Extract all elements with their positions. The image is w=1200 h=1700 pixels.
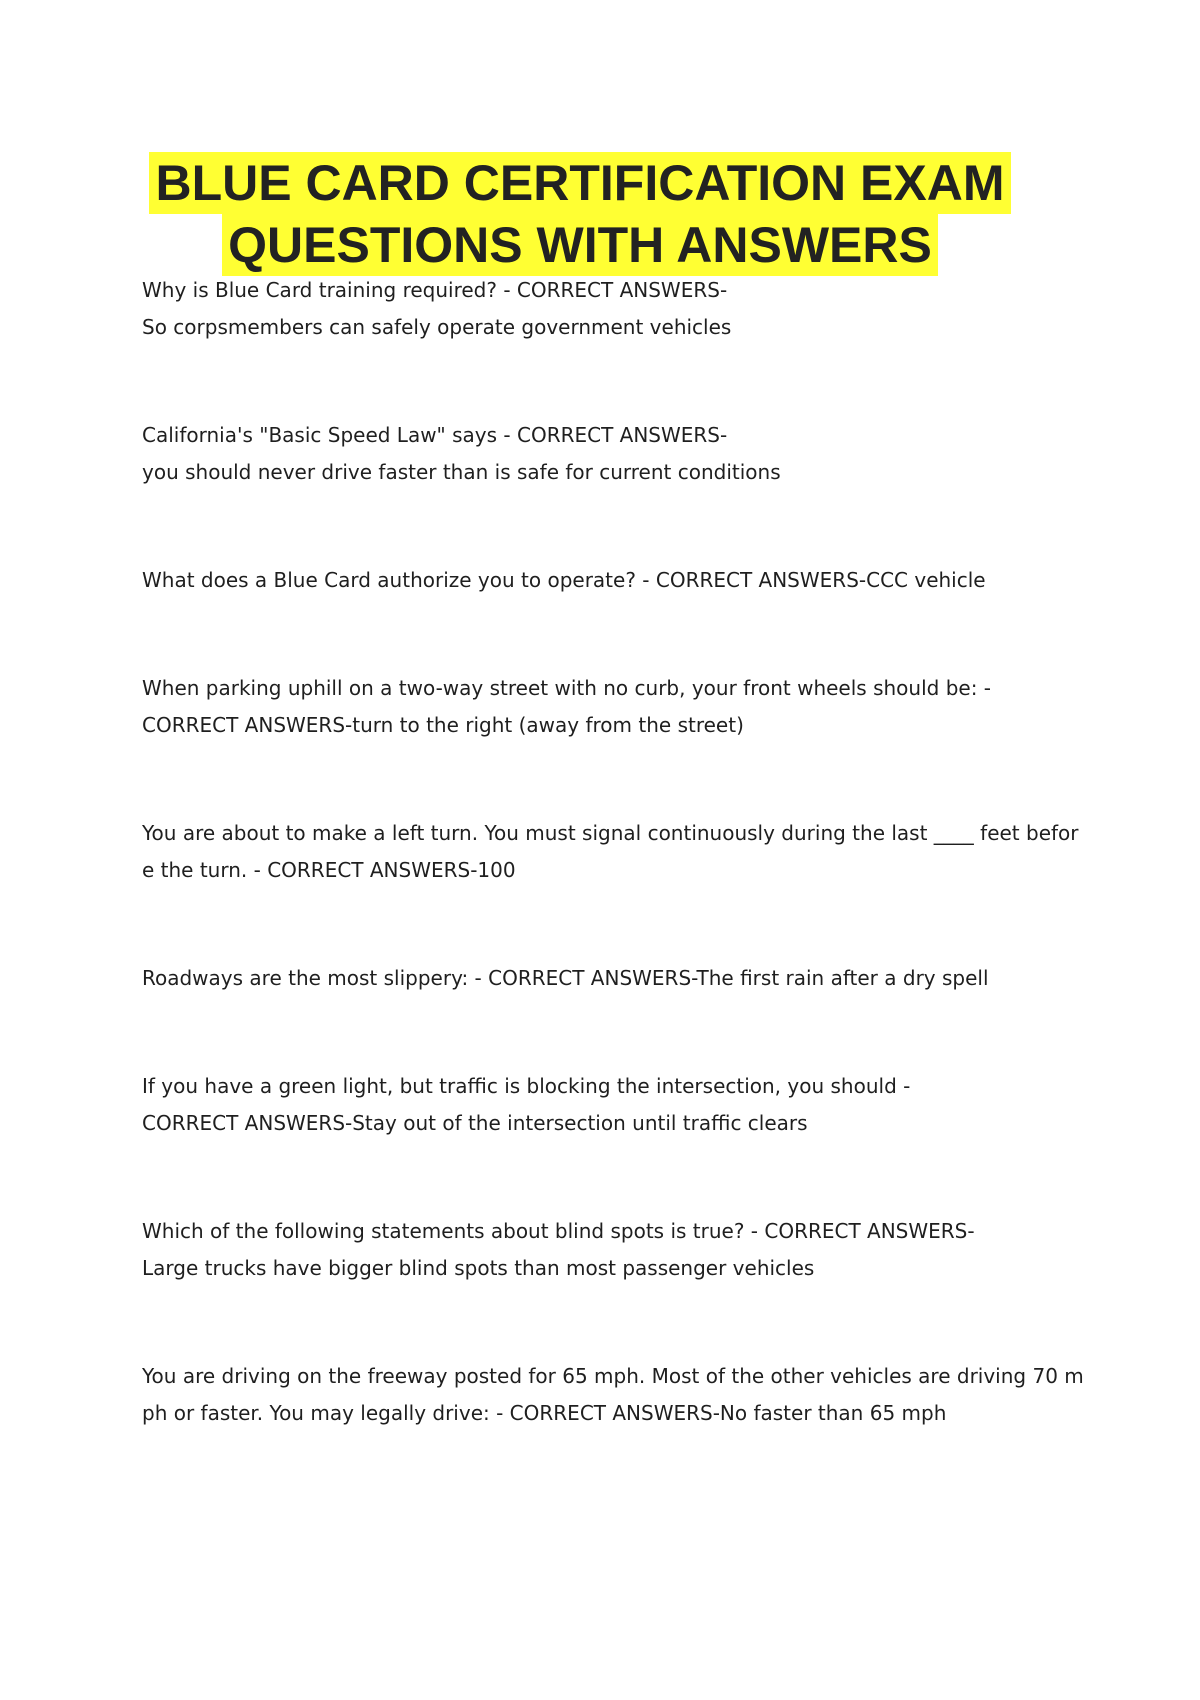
- qa-list: [142, 272, 1084, 1503]
- qa-line: ph or faster. You may legally drive: - CORRECT ANSWERS-No faster than 65 mph: [142, 1401, 947, 1425]
- qa-line: You are driving on the freeway posted for 65 mph. Most of the other vehicles are driving 70 m: [142, 1364, 1084, 1388]
- qa-item: [142, 815, 1079, 889]
- qa-item: [142, 417, 1062, 491]
- qa-item: [142, 1068, 1062, 1142]
- qa-line: Which of the following statements about blind spots is true? - CORRECT ANSWERS-: [142, 1219, 975, 1243]
- qa-line: Roadways are the most slippery: - CORRECT ANSWERS-The first rain after a dry spell: [142, 966, 989, 990]
- qa-line: CORRECT ANSWERS-turn to the right (away from the street): [142, 713, 744, 737]
- qa-item: [142, 960, 1062, 997]
- qa-line: CORRECT ANSWERS-Stay out of the intersection until traffic clears: [142, 1111, 808, 1135]
- title-line-1: BLUE CARD CERTIFICATION EXAM: [149, 152, 1010, 214]
- qa-line: When parking uphill on a two-way street with no curb, your front wheels should be: -: [142, 676, 992, 700]
- qa-line: you should never drive faster than is safe for current conditions: [142, 460, 781, 484]
- qa-line: California's "Basic Speed Law" says - CORRECT ANSWERS-: [142, 423, 728, 447]
- qa-item: [142, 670, 1062, 744]
- qa-item: [142, 1358, 1084, 1432]
- qa-item: [142, 562, 1062, 599]
- qa-item: [142, 272, 1062, 346]
- qa-line: If you have a green light, but traffic is blocking the intersection, you should -: [142, 1074, 911, 1098]
- qa-line: Why is Blue Card training required? - CORRECT ANSWERS-: [142, 278, 728, 302]
- document-title: [0, 152, 1160, 276]
- title-line-2: QUESTIONS WITH ANSWERS: [222, 214, 938, 276]
- qa-line: You are about to make a left turn. You must signal continuously during the last ____ feet befor: [142, 821, 1079, 845]
- qa-item: [142, 1213, 1062, 1287]
- qa-line: What does a Blue Card authorize you to operate? - CORRECT ANSWERS-CCC vehicle: [142, 568, 986, 592]
- qa-line: So corpsmembers can safely operate government vehicles: [142, 315, 732, 339]
- qa-line: e the turn. - CORRECT ANSWERS-100: [142, 858, 516, 882]
- qa-line: Large trucks have bigger blind spots than most passenger vehicles: [142, 1256, 815, 1280]
